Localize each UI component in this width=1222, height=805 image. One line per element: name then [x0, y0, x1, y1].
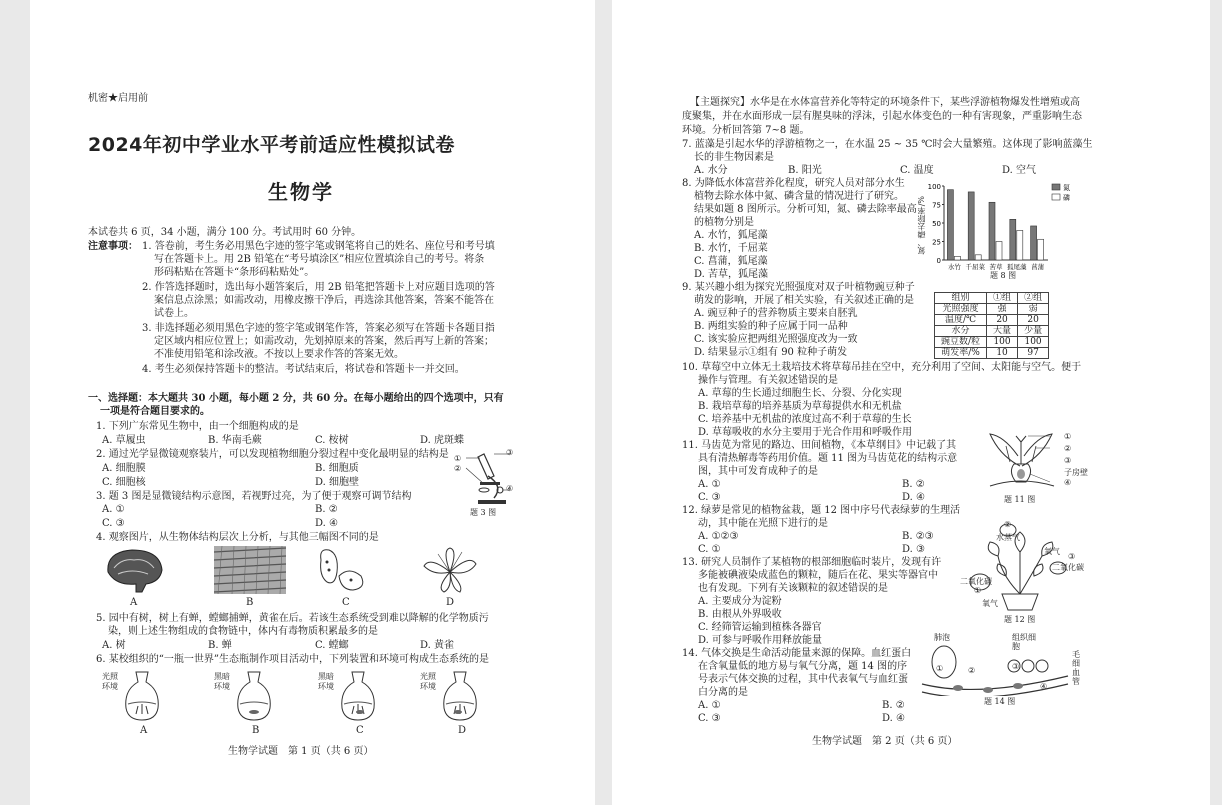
q6-label-b: B [252, 725, 260, 736]
q11-opt-a: A. ① [698, 479, 721, 490]
exam-title: 2024年初中学业水平考前适应性模拟试卷 [88, 134, 455, 156]
q6-label-a: A [140, 725, 148, 736]
q5-opt-d: D. 黄雀 [420, 640, 455, 651]
legend-label: 磷 [1063, 194, 1070, 202]
q11-caption: 题 11 图 [1004, 495, 1036, 504]
q14-stem-l4: 白分离的是 [698, 687, 748, 698]
q10-stem-l1: 10. 草莓空中立体无土栽培技术将草莓吊挂在空中，充分利用了空间、太阳能与空气。便于 [682, 362, 1082, 373]
q5-stem-l2: 染，则上述生物组成的食物链中，体内有毒物质积累最多的是 [108, 626, 378, 637]
legend-label: 氮 [1063, 184, 1070, 192]
q14-mark-3: ③ [1012, 662, 1020, 671]
y-tick-label: 25 [932, 238, 941, 247]
q7-opt-b: B. 阳光 [788, 165, 822, 176]
q8-caption: 题 8 图 [990, 271, 1017, 280]
q11-mark-4: ④ [1064, 478, 1072, 487]
y-tick-label: 100 [927, 183, 941, 191]
q10-opt-b: B. 栽培草莓的培养基质为草莓提供水和无机盐 [698, 401, 902, 412]
table-cell: 强 [987, 304, 1018, 315]
q11-stem-l1: 11. 马齿苋为常见的路边、田间植物，《本草纲目》中记载了其 [682, 440, 957, 451]
q6-env-a: 光照 环境 [102, 672, 118, 691]
q7-opt-d: D. 空气 [1002, 165, 1037, 176]
q4-label-c: C [342, 597, 350, 608]
q2-stem: 2. 通过光学显微镜观察装片，可以发现植物细胞分裂过程中变化最明显的结构是 [96, 449, 449, 460]
lily-flower-image [420, 546, 480, 596]
y-tick-label: 0 [936, 257, 941, 265]
table-cell: 10 [987, 348, 1018, 359]
purslane-flower-diagram [980, 426, 1064, 492]
bar-nitrogen [947, 190, 953, 260]
q13-stem-l1: 13. 研究人员制作了某植物的根部细胞临时装片，发现有许 [682, 557, 942, 568]
q14-opt-c: C. ③ [698, 713, 721, 724]
q8-ylabel: 氮、磷去除率/% [917, 196, 926, 255]
q11-mark-3: ③ [1064, 456, 1072, 465]
subject-title: 生物学 [268, 180, 334, 204]
q11-mark-ovary-wall: 子房壁 [1064, 468, 1088, 477]
q3-stem: 3. 题 3 图是显微镜结构示意图，若视野过亮，为了便于观察可调节结构 [96, 491, 412, 502]
q14-mark-1: ① [936, 664, 944, 673]
table-cell: 弱 [1018, 304, 1049, 315]
q11-opt-b: B. ② [902, 479, 925, 490]
q10-opt-c: C. 培养基中无机盐的浓度过高不利于草莓的生长 [698, 414, 912, 425]
q3-mark-3: ③ [506, 448, 514, 457]
q6-env-d: 光照 环境 [420, 672, 436, 691]
section-heading-l1: 一、选择题：本大题共 30 小题，每小题 2 分，共 60 分。在每小题给出的四个选项中，只有 [88, 393, 504, 404]
q4-stem: 4. 观察图片，从生物体结构层次上分析，与其他三幅图不同的是 [96, 532, 379, 543]
seed-image [315, 546, 371, 594]
x-tick-label: 水竹 [947, 263, 961, 271]
notice-4-l1: 4. 考生必须保持答题卡的整洁。考试结束后，将试卷和答题卡一并交回。 [142, 364, 465, 375]
q12-stem-l2: 动，其中能在光照下进行的是 [698, 518, 828, 529]
q5-opt-a: A. 树 [102, 640, 126, 651]
q3-mark-1: ① [454, 454, 462, 463]
bar-nitrogen [968, 192, 974, 260]
q9-data-table [934, 292, 1049, 359]
bar-nitrogen [1010, 219, 1016, 260]
q8-stem-l1: 8. 为降低水体富营养化程度，研究人员对部分水生 [682, 178, 905, 189]
q7-stem-l1: 7. 蓝藻是引起水华的浮游植物之一，在水温 25 ~ 35 ℃时会大量繁殖。这体现了影响蓝藻生 [682, 139, 1093, 150]
notice-1-l1: 1. 答卷前，考生务必用黑色字迹的签字笔或钢笔将自己的姓名、座位号和考号填 [142, 241, 495, 252]
q12-label-1: ① [974, 586, 982, 595]
q13-opt-a: A. 主要成分为淀粉 [698, 596, 782, 607]
exam-page-1 [30, 0, 595, 805]
table-cell: 大量 [987, 326, 1018, 337]
q2-opt-a: A. 细胞膜 [102, 463, 146, 474]
table-cell: 温度/℃ [935, 315, 987, 326]
table-row [935, 304, 1049, 315]
q12-label-vapor: 水蒸气 [996, 533, 1020, 542]
table-cell: 20 [987, 315, 1018, 326]
table-cell: 100 [1018, 337, 1049, 348]
table-cell: 少量 [1018, 326, 1049, 337]
q8-opt-b: B. 水竹，千屈菜 [694, 243, 768, 254]
q1-opt-d: D. 虎斑蝶 [420, 435, 465, 446]
bar-phosphorus [975, 255, 981, 260]
q14-stem-l1: 14. 气体交换是生命活动能量来源的保障。血红蛋白 [682, 648, 912, 659]
q8-bar-chart [926, 180, 1082, 280]
q11-opt-d: D. ④ [902, 492, 925, 503]
table-header-cell: 组别 [935, 293, 987, 304]
section-heading-l2: 一项是符合题目要求的。 [100, 406, 210, 417]
q3-opt-a: A. ① [102, 504, 125, 515]
q1-opt-c: C. 桉树 [315, 435, 349, 446]
q10-opt-d: D. 草莓吸收的水分主要用于光合作用和呼吸作用 [698, 427, 913, 438]
table-cell: 光照强度 [935, 304, 987, 315]
page1-footer: 生物学试题 第 1 页（共 6 页） [228, 746, 374, 757]
exam-intro: 本试卷共 6 页，34 小题，满分 100 分。考试用时 60 分钟。 [88, 227, 362, 238]
q12-label-2: ② [1004, 520, 1012, 529]
q7-stem-l2: 长的非生物因素是 [694, 152, 774, 163]
q12-stem-l1: 12. 绿萝是常见的植物盆栽，题 12 图中序号代表绿萝的生理活 [682, 505, 961, 516]
q14-opt-b: B. ② [882, 700, 905, 711]
confidential-mark: 机密★启用前 [88, 93, 148, 104]
table-header-cell: ②组 [1018, 293, 1049, 304]
y-tick-label: 75 [932, 201, 941, 210]
notice-3-l3: 不准使用铅笔和涂改液。不按以上要求作答的答案无效。 [154, 349, 404, 360]
q7-opt-c: C. 温度 [900, 165, 934, 176]
topic-l2: 度聚集，并在水面形成一层有腥臭味的浮沫，引起水体变色的一种有害现象，严重影响生态 [682, 111, 1082, 122]
q10-opt-a: A. 草莓的生长通过细胞生长、分裂、分化实现 [698, 388, 902, 399]
q6-env-b: 黑暗 环境 [214, 672, 230, 691]
q8-stem-l4: 的植物分别是 [694, 217, 754, 228]
q12-label-co2-left: 二氧化碳 [960, 577, 992, 586]
q14-label-capillary: 毛细血管 [1072, 650, 1080, 686]
q13-opt-d: D. 可参与呼吸作用释放能量 [698, 635, 823, 646]
q3-mark-4: ④ [506, 484, 514, 493]
table-cell: 萌发率/% [935, 348, 987, 359]
q12-caption: 题 12 图 [1004, 615, 1036, 624]
q14-mark-4: ④ [1040, 682, 1048, 691]
bar-phosphorus [996, 242, 1002, 261]
q6-label-c: C [356, 725, 364, 736]
q12-label-3: ③ [1068, 552, 1076, 561]
q12-opt-c: C. ① [698, 544, 721, 555]
q4-label-b: B [246, 597, 254, 608]
q9-opt-c: C. 该实验应把两组光照强度改为一致 [694, 334, 858, 345]
table-row [935, 348, 1049, 359]
table-row [935, 337, 1049, 348]
q8-stem-l3: 结果如题 8 图所示。分析可知，氮、磷去除率最高 [694, 204, 917, 215]
table-row [935, 315, 1049, 326]
q3-mark-2: ② [454, 464, 462, 473]
notice-3-l2: 定区域内相应位置上；如需改动，先划掉原来的答案，然后再写上新的答案； [154, 336, 494, 347]
q11-stem-l2: 具有清热解毒等药用价值。题 11 图为马齿苋花的结构示意 [698, 453, 958, 464]
notice-1-l3: 形码粘贴在答题卡“条形码粘贴处”。 [154, 267, 315, 278]
q10-stem-l2: 操作与管理。有关叙述错误的是 [698, 375, 838, 386]
table-cell: 豌豆数/粒 [935, 337, 987, 348]
notice-label: 注意事项： [88, 241, 138, 252]
q1-opt-b: B. 华南毛蕨 [208, 435, 262, 446]
q8-opt-c: C. 菖蒲，狐尾藻 [694, 256, 768, 267]
q3-opt-b: B. ② [315, 504, 338, 515]
q3-opt-c: C. ③ [102, 518, 125, 529]
bar-nitrogen [989, 202, 995, 260]
notice-3-l1: 3. 非选择题必须用黑色字迹的签字笔或钢笔作答，答案必须写在答题卡各题目指 [142, 323, 495, 334]
exam-page-2 [612, 0, 1210, 805]
brain-image [102, 546, 166, 594]
table-cell: 水分 [935, 326, 987, 337]
notice-2-l1: 2. 作答选择题时，选出每小题答案后，用 2B 铅笔把答题卡上对应题目选项的答 [142, 282, 495, 293]
x-tick-label: 千屈菜 [965, 263, 985, 271]
q13-stem-l2: 多能被碘液染成蓝色的颗粒，随后在花、果实等器官中 [698, 570, 938, 581]
q8-opt-a: A. 水竹，狐尾藻 [694, 230, 768, 241]
q1-opt-a: A. 草履虫 [102, 435, 146, 446]
x-tick-label: 菖蒲 [1031, 263, 1045, 271]
q12-opt-d: D. ③ [902, 544, 925, 555]
y-tick-label: 50 [932, 220, 941, 228]
table-row [935, 326, 1049, 337]
notice-1-l2: 写在答题卡上。用 2B 铅笔在“考号填涂区”相应位置填涂自己的考号。将条 [154, 254, 485, 265]
q11-opt-c: C. ③ [698, 492, 721, 503]
q12-label-co2-right: 二氧化碳 [1052, 563, 1084, 572]
q12-opt-b: B. ②③ [902, 531, 934, 542]
legend-swatch [1052, 194, 1060, 200]
table-cell: 20 [1018, 315, 1049, 326]
q13-opt-b: B. 由根从外界吸收 [698, 609, 782, 620]
table-cell: 100 [987, 337, 1018, 348]
x-tick-label: 狐尾藻 [1007, 263, 1027, 271]
q14-label-alveolus: 肺泡 [934, 633, 950, 642]
q14-opt-a: A. ① [698, 700, 721, 711]
q1-stem: 1. 下列广东常见生物中，由一个细胞构成的是 [96, 421, 299, 432]
q9-stem-l2: 萌发的影响，开展了相关实验，有关叙述正确的是 [694, 295, 914, 306]
q2-opt-c: C. 细胞核 [102, 477, 146, 488]
q14-mark-2: ② [968, 666, 976, 675]
legend-swatch [1052, 184, 1060, 190]
bar-nitrogen [1031, 226, 1037, 260]
q2-opt-d: D. 细胞壁 [315, 477, 360, 488]
q9-opt-a: A. 豌豆种子的营养物质主要来自胚乳 [694, 308, 858, 319]
q12-label-oxygen-2: 氧气 [982, 599, 998, 608]
q13-stem-l3: 也有发现。下列有关该颗粒的叙述错误的是 [698, 583, 888, 594]
bar-phosphorus [1017, 230, 1023, 260]
q6-stem: 6. 某校组织的“一瓶一世界”生态瓶制作项目活动中，下列装置和环境可构成生态系统的是 [96, 654, 489, 665]
q7-opt-a: A. 水分 [694, 165, 728, 176]
q3-opt-d: D. ④ [315, 518, 338, 529]
table-row [935, 293, 1049, 304]
q5-opt-c: C. 螳螂 [315, 640, 349, 651]
notice-2-l3: 试卷上。 [154, 308, 194, 319]
q8-stem-l2: 植物去除水体中氮、磷含量的情况进行了研究。 [694, 191, 904, 202]
topic-l3: 环境。分析回答第 7~8 题。 [682, 125, 810, 136]
q8-opt-d: D. 苦草，狐尾藻 [694, 269, 769, 280]
q4-label-d: D [446, 597, 455, 608]
topic-l1: 【主题探究】水华是在水体富营养化等特定的环境条件下，某些浮游植物爆发性增殖或高 [690, 97, 1080, 108]
q14-stem-l3: 号表示气体交换的过程，其中代表氧气与血红蛋 [698, 674, 908, 685]
q6-label-d: D [458, 725, 467, 736]
bar-phosphorus [954, 256, 960, 260]
q11-stem-l3: 图，其中可发育成种子的是 [698, 466, 818, 477]
tissue-image [214, 546, 286, 594]
q5-stem-l1: 5. 园中有树，树上有蝉，螳螂捕蝉，黄雀在后。若该生态系统受到难以降解的化学物质污 [96, 613, 489, 624]
x-tick-label: 苦草 [989, 263, 1003, 271]
q11-mark-1: ① [1064, 432, 1072, 441]
page2-footer: 生物学试题 第 2 页（共 6 页） [812, 736, 958, 747]
q14-stem-l2: 在含氧量低的地方易与氧气分离，题 14 图的序 [698, 661, 908, 672]
q9-stem-l1: 9. 某兴趣小组为探究光照强度对双子叶植物豌豆种子 [682, 282, 915, 293]
q14-opt-d: D. ④ [882, 713, 905, 724]
table-cell: 97 [1018, 348, 1049, 359]
q14-label-tissue-cell: 组织细胞 [1012, 633, 1036, 651]
q3-caption: 题 3 图 [470, 508, 497, 517]
q13-opt-c: C. 经筛管运输到植株各器官 [698, 622, 822, 633]
bar-phosphorus [1038, 239, 1044, 260]
eco-bottles-diagram [104, 668, 544, 724]
q6-env-c: 黑暗 环境 [318, 672, 334, 691]
q4-label-a: A [130, 597, 138, 608]
q12-opt-a: A. ①②③ [698, 531, 739, 542]
q5-opt-b: B. 蝉 [208, 640, 232, 651]
q12-label-oxygen-1: 氧气 [1044, 547, 1060, 556]
q14-caption: 题 14 图 [984, 697, 1016, 706]
q2-opt-b: B. 细胞质 [315, 463, 359, 474]
q9-opt-b: B. 两组实验的种子应属于同一品种 [694, 321, 848, 332]
q11-mark-2: ② [1064, 444, 1072, 453]
notice-2-l2: 案信息点涂黑；如需改动，用橡皮擦干净后，再选涂其他答案，答案不能答在 [154, 295, 494, 306]
q9-opt-d: D. 结果显示①组有 90 粒种子萌发 [694, 347, 848, 358]
table-header-cell: ①组 [987, 293, 1018, 304]
